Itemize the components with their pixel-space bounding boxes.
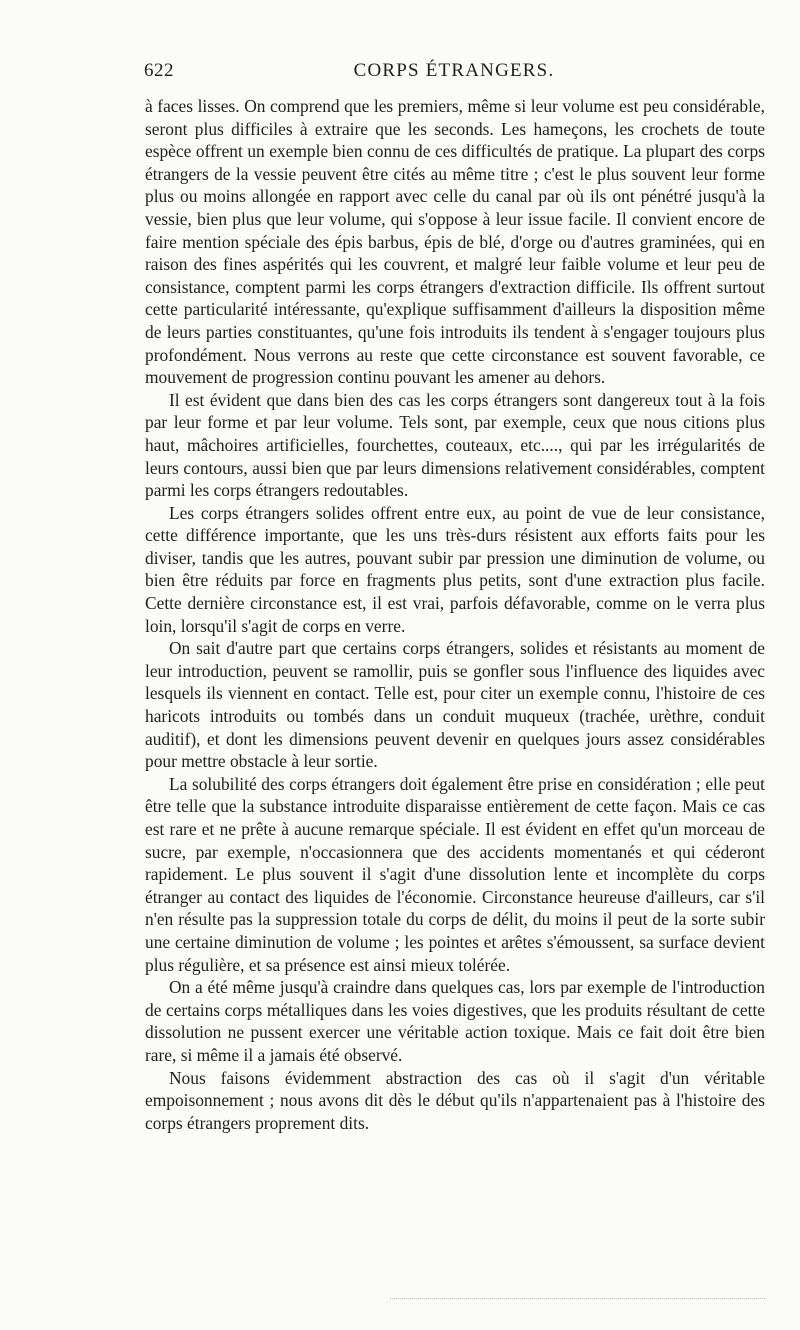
paragraph-5: La solubilité des corps étrangers doit également être prise en considération ; elle peut être telle que la substance introduite disparaisse entièrement de cette façon. Mais ce cas est rare et ne prête à aucune remarque spéciale. Il est évident en effet qu'un morceau de sucre, par exemple, n'occasionnera que des accidents momentanés et qui céderont rapidement. Le plus souvent il s'agit d'une dissolution lente et incomplète du corps étranger au contact des liquides de l'économie. Circonstance heureuse d'ailleurs, car s'il n'en résulte pas la suppression totale du corps de délit, du moins il peut de la sorte subir une certaine diminution de volume ; les pointes et arêtes s'émoussent, sa surface devient plus régulière, et sa présence est ainsi mieux tolérée. [145,773,765,975]
page-body [145,95,765,1134]
page-header [144,60,764,90]
paragraph-4: On sait d'autre part que certains corps étrangers, solides et résistants au moment de leur introduction, peuvent se ramollir, puis se gonfler sous l'influence des liquides avec lesquels ils viennent en contact. Telle est, pour citer un exemple connu, l'histoire de ces haricots introduits ou tombés dans un conduit muqueux (trachée, urèthre, conduit auditif), et dont les dimensions peuvent devenir en quelques jours assez considérables pour mettre obstacle à leur sortie. [145,638,765,772]
paragraph-7: Nous faisons évidemment abstraction des cas où il s'agit d'un véritable empoisonnement ; nous avons dit dès le début qu'ils n'appartenaient pas à l'histoire des corps étrangers proprement dits. [145,1067,765,1133]
paragraph-1: à faces lisses. On comprend que les premiers, même si leur volume est peu considérable, seront plus difficiles à extraire que les seconds. Les hameçons, les crochets de toute espèce offrent un exemple bien connu de ces difficultés de pratique. La plupart des corps étrangers de la vessie peuvent être cités au même titre ; c'est le plus souvent leur forme plus ou moins allongée en rapport avec celle du canal par où ils ont pénétré jusqu'à la vessie, bien plus que leur volume, qui s'oppose à leur issue facile. Il convient encore de faire mention spéciale des épis barbus, épis de blé, d'orge ou d'autres graminées, qui en raison des fines aspérités qui les couvrent, et malgré leur faible volume et leur peu de consistance, comptent parmi les corps étrangers d'extraction difficile. Ils offrent surtout cette particularité intéressante, qu'explique suffisamment d'ailleurs la disposition même de leurs parties constituantes, qu'une fois introduits ils tendent à s'engager toujours plus profondément. Nous verrons au reste que cette circonstance est souvent favorable, ce mouvement de progression continu pouvant les amener au dehors. [145,96,765,388]
page-number: 622 [144,60,174,81]
running-title: CORPS ÉTRANGERS. [353,60,555,81]
paragraph-3: Les corps étrangers solides offrent entre eux, au point de vue de leur consistance, cette différence importante, que les uns très-durs résistent aux efforts faits pour les diviser, tandis que les autres, pouvant subir par pression une diminution de volume, ou bien être réduits par force en fragments plus petits, sont d'une extraction plus facile. Cette dernière circonstance est, il est vrai, parfois défavorable, comme on le verra plus loin, lorsqu'il s'agit de corps en verre. [145,502,765,636]
paragraph-6: On a été même jusqu'à craindre dans quelques cas, lors par exemple de l'introduction de certains corps métalliques dans les voies digestives, que les produits résultant de cette dissolution ne pussent exercer une véritable action toxique. Mais ce fait doit être bien rare, si même il a jamais été observé. [145,977,765,1065]
bottom-dotted-rule [390,1298,765,1299]
paragraph-2: Il est évident que dans bien des cas les corps étrangers sont dangereux tout à la fois par leur forme et par leur volume. Tels sont, par exemple, ceux que nous citions plus haut, mâchoires artificielles, fourchettes, couteaux, etc...., qui par les irrégularités de leurs contours, aussi bien que par leurs dimensions relativement considérables, comptent parmi les corps étrangers redoutables. [145,389,765,501]
